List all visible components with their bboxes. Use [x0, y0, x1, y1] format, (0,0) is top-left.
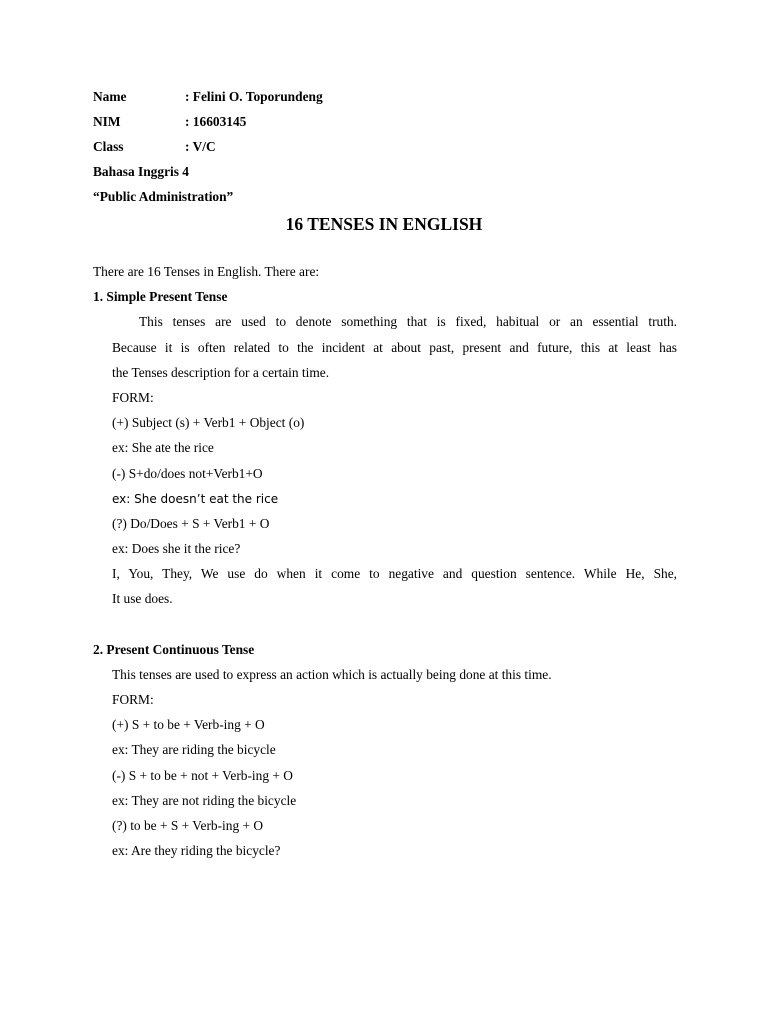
section1-para-line2: Because it is often related to the incident at about past, present and future, this at least has — [112, 339, 677, 355]
major-name: “Public Administration” — [93, 189, 234, 204]
course-name: Bahasa Inggris 4 — [93, 164, 189, 179]
section1-note-line2: It use does. — [112, 591, 173, 607]
section1-positive-example: ex: She ate the rice — [112, 440, 214, 456]
class-value: : V/C — [185, 139, 216, 154]
nim-label: NIM — [93, 114, 121, 129]
nim-row — [93, 113, 323, 138]
section1-para-line3: the Tenses description for a certain time. — [112, 364, 330, 380]
name-value: : Felini O. Toporundeng — [185, 89, 323, 104]
section1-question-example: ex: Does she it the rice? — [112, 541, 241, 557]
name-row — [93, 88, 323, 113]
section2-question-example: ex: Are they riding the bicycle? — [112, 843, 281, 859]
section2-positive-formula: (+) S + to be + Verb-ing + O — [112, 717, 265, 733]
section1-positive-formula: (+) Subject (s) + Verb1 + Object (o) — [112, 415, 305, 431]
section1-negative-example: ex: She doesn’t eat the rice — [112, 491, 279, 506]
nim-value: : 16603145 — [185, 114, 247, 129]
document-body — [93, 263, 677, 867]
class-label: Class — [93, 139, 124, 154]
section1-negative-formula: (-) S+do/does not+Verb1+O — [112, 465, 263, 481]
section2-paragraph: This tenses are used to express an action which is actually being done at this time. — [112, 666, 552, 682]
section2-form-label: FORM: — [112, 692, 154, 707]
section2-question-formula: (?) to be + S + Verb-ing + O — [112, 817, 264, 833]
section1-question-formula: (?) Do/Does + S + Verb1 + O — [112, 515, 270, 531]
section1-form-label: FORM: — [112, 389, 154, 405]
section1-paragraph — [93, 313, 677, 338]
section1-note-line1: I, You, They, We use do when it come to negative and question sentence. While He, She, — [112, 566, 677, 582]
section2-negative-formula: (-) S + to be + not + Verb-ing + O — [112, 767, 293, 783]
section-spacer — [93, 616, 677, 641]
section1-para-line1: This tenses are used to denote something that is fixed, habitual or an essential truth. — [139, 314, 677, 330]
section2-heading: 2. Present Continuous Tense — [93, 641, 255, 657]
name-label: Name — [93, 89, 127, 104]
intro-text: There are 16 Tenses in English. There are: — [93, 264, 320, 279]
section2-negative-example: ex: They are not riding the bicycle — [112, 792, 297, 808]
section2-positive-example: ex: They are riding the bicycle — [112, 742, 276, 758]
section1-heading: 1. Simple Present Tense — [93, 289, 228, 305]
student-header — [93, 88, 323, 213]
class-row — [93, 138, 323, 163]
document-title: 16 TENSES IN ENGLISH — [285, 214, 483, 234]
